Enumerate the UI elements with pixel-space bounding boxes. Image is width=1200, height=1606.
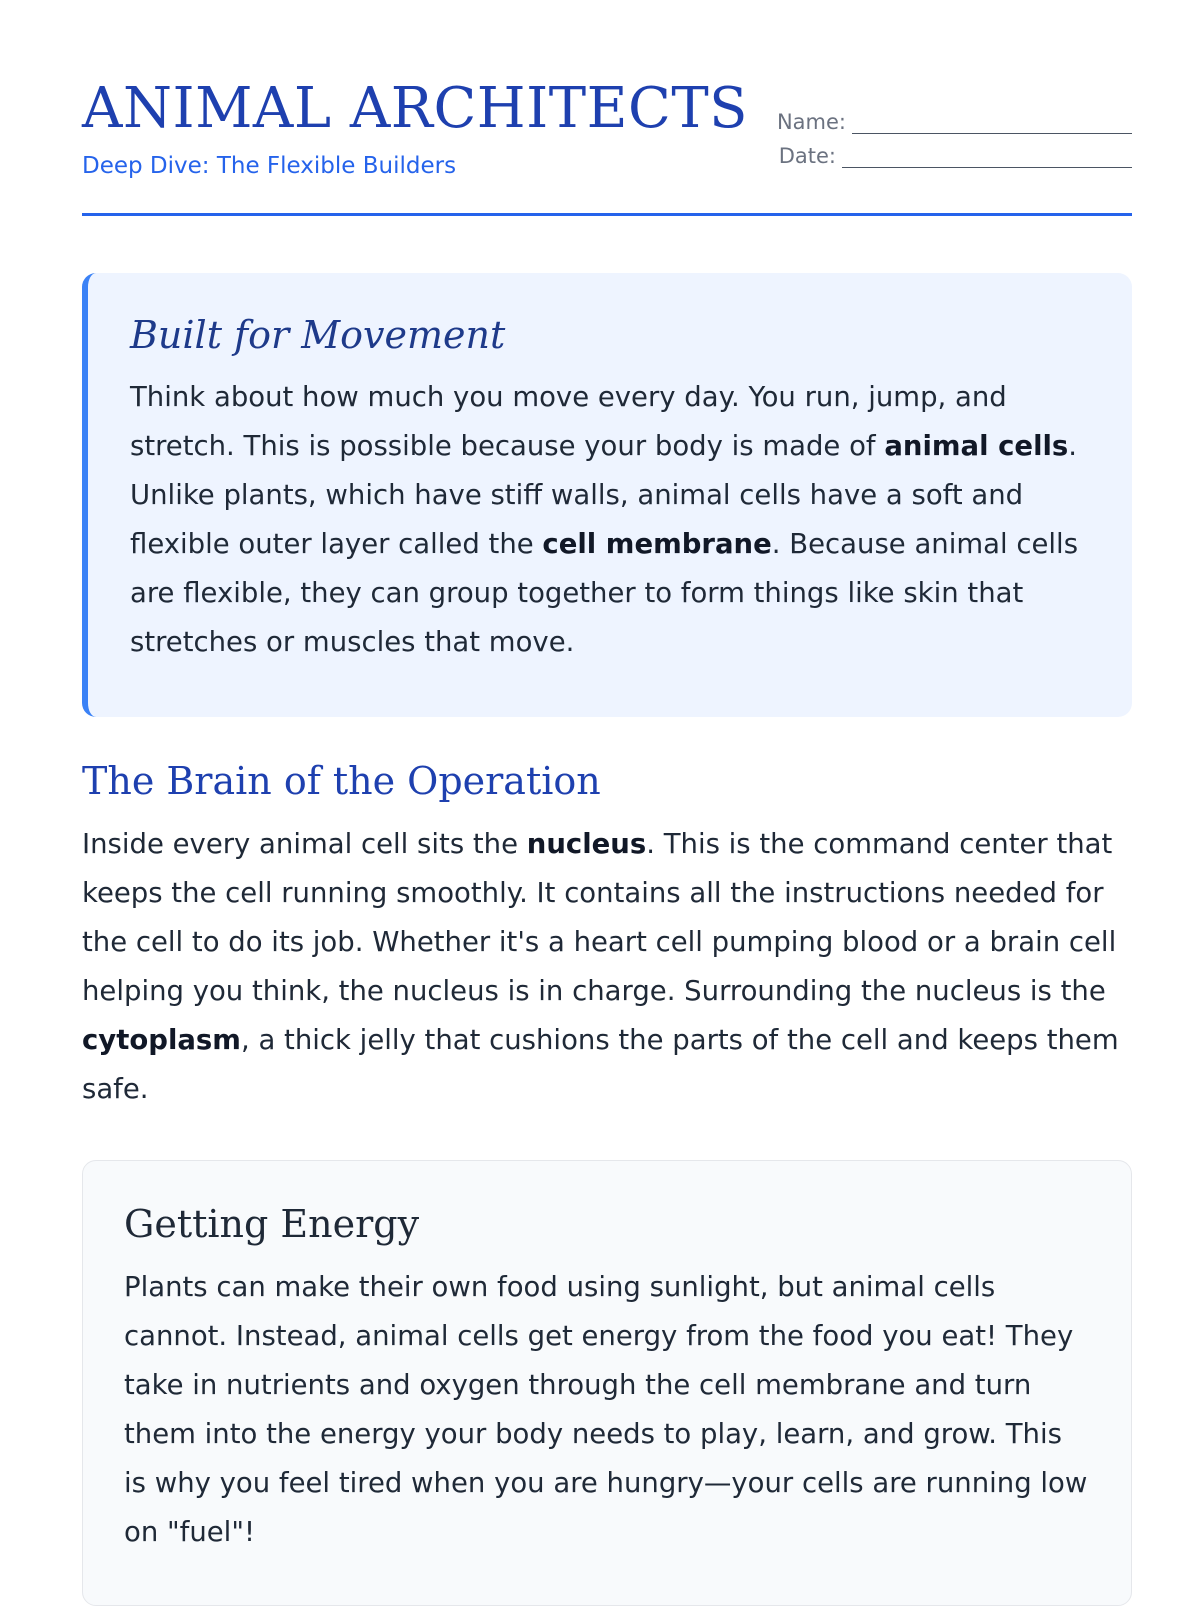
- movement-paragraph: [130, 373, 1082, 667]
- movement-text-3: . Because animal cells are flexible, they can group together to form things like skin that stretches or muscles that move.: [130, 527, 1079, 658]
- movement-text-1: Think about how much you move every day. You run, jump, and stretch. This is possible because your body is made of: [130, 380, 1007, 462]
- name-row: [772, 100, 1132, 134]
- brain-text-1: Inside every animal cell sits the: [82, 827, 527, 860]
- date-blank-line[interactable]: [842, 147, 1132, 168]
- page-subtitle: Deep Dive: The Flexible Builders: [82, 153, 457, 179]
- header-divider: [82, 213, 1132, 216]
- date-row: [772, 134, 1132, 168]
- name-blank-line[interactable]: [852, 113, 1132, 134]
- energy-card: [82, 1160, 1132, 1606]
- energy-heading: Getting Energy: [124, 1202, 420, 1246]
- term-cell-membrane: cell membrane: [542, 527, 772, 560]
- movement-callout: [82, 273, 1132, 717]
- worksheet-header: [82, 78, 1132, 218]
- term-cytoplasm: cytoplasm: [82, 1023, 241, 1056]
- page-title: ANIMAL ARCHITECTS: [82, 76, 749, 141]
- brain-text-2: . This is the command center that keeps the cell running smoothly. It contains all the instructions needed for the cell to do its job. Whether it's a heart cell pumping blood or a brain cell helping you think, the nucleus is in charge. Surrounding the nucleus is the: [82, 827, 1117, 1007]
- brain-heading: The Brain of the Operation: [82, 759, 601, 803]
- brain-paragraph: [82, 820, 1132, 1114]
- date-label: Date:: [778, 144, 836, 168]
- movement-text-2: . Unlike plants, which have stiff walls, animal cells have a soft and flexible outer layer called the: [130, 429, 1078, 560]
- name-label: Name:: [776, 110, 846, 134]
- term-animal-cells: animal cells: [884, 429, 1069, 462]
- energy-paragraph: Plants can make their own food using sunlight, but animal cells cannot. Instead, animal cells get energy from the food you eat! They take in nutrients and oxygen through the cell membrane and turn them into the energy your body needs to play, learn, and grow. This is why you feel tired when you are hungry—your cells are running low on "fuel"!: [124, 1270, 1088, 1548]
- name-date-block: [772, 100, 1132, 168]
- brain-section: [82, 758, 1132, 1114]
- movement-heading: Built for Movement: [130, 313, 506, 357]
- term-nucleus: nucleus: [526, 827, 647, 860]
- brain-text-3: , a thick jelly that cushions the parts of the cell and keeps them safe.: [82, 1023, 1119, 1105]
